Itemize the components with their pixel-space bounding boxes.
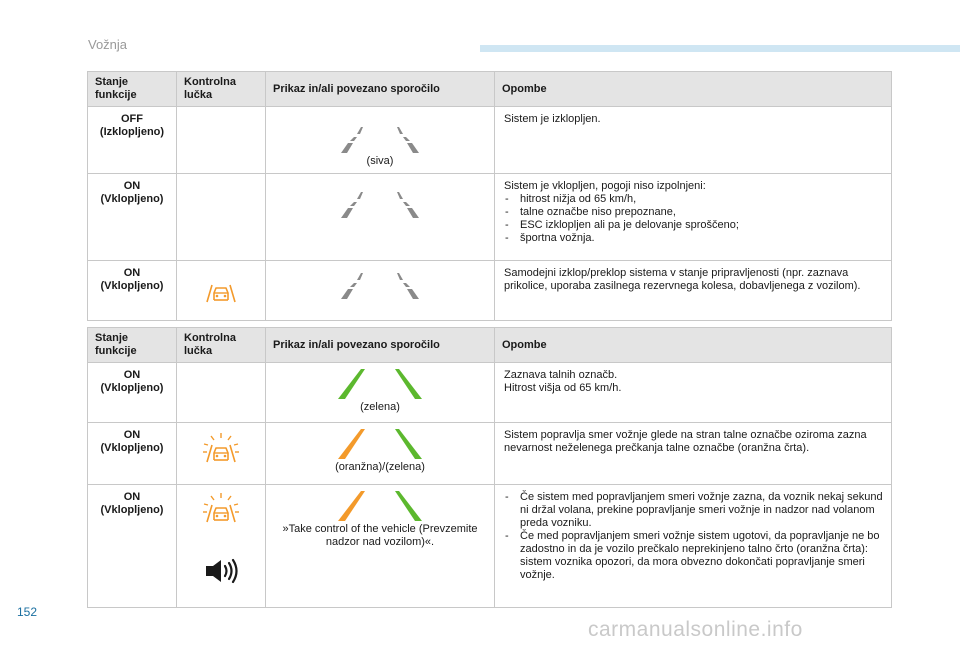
list-item: - športna vožnja. xyxy=(504,232,883,245)
notes-cell xyxy=(495,261,892,321)
list-item: - ESC izklopljen ali pa je delovanje sproščeno; xyxy=(504,219,883,232)
col-header-display: Prikaz in/ali povezano sporočilo xyxy=(266,328,495,363)
state-cell: ON (Vklopljeno) xyxy=(88,174,177,261)
notes-cell xyxy=(495,485,892,608)
display-cell xyxy=(266,107,495,174)
lamp-cell xyxy=(177,261,266,321)
notes-cell xyxy=(495,107,892,174)
note-list xyxy=(504,491,883,582)
state-cell: ON (Vklopljeno) xyxy=(88,485,177,608)
display-cell xyxy=(266,363,495,423)
lamp-cell xyxy=(177,423,266,485)
page-number: 152 xyxy=(17,605,38,619)
lane-lines-orange-green-icon xyxy=(325,427,435,461)
display-caption: (zelena) xyxy=(360,401,400,413)
lane-lines-grey-icon xyxy=(325,261,435,301)
table-header-row xyxy=(88,328,892,363)
table-row xyxy=(88,261,892,321)
display-cell xyxy=(266,261,495,321)
lane-lines-grey-icon xyxy=(325,180,435,220)
lane-keeping-flashing-orange-icon xyxy=(202,491,240,525)
col-header-display: Prikaz in/ali povezano sporočilo xyxy=(266,72,495,107)
list-item: - Če sistem med popravljanjem smeri vožnje zazna, da voznik nekaj sekund ni držal volana, prekine popravljanje smeri vožnje in nadzor nad volanom preda vozniku. xyxy=(504,491,883,530)
notes-cell xyxy=(495,174,892,261)
display-cell xyxy=(266,174,495,261)
table-row xyxy=(88,423,892,485)
display-caption: »Take control of the vehicle (Prevzemite nadzor nad vozilom)«. xyxy=(282,523,478,548)
display-caption: (oranžna)/(zelena) xyxy=(335,461,425,473)
table-row xyxy=(88,363,892,423)
lamp-cell xyxy=(177,485,266,608)
table-row xyxy=(88,107,892,174)
col-header-state: Stanje funkcije xyxy=(88,328,177,363)
list-item: - Če med popravljanjem smeri vožnje sistem ugotovi, da popravljanje ne bo zadostno in da je vozilo prečkalo neprekinjeno talno črto (oranžna črta): sistem voznika opozori, da mora obvezno dokončati popravljanje smeri vožnje. xyxy=(504,530,883,582)
status-table-1 xyxy=(87,71,892,321)
lane-lines-orange-green-icon xyxy=(325,489,435,523)
lane-lines-grey-icon xyxy=(325,115,435,155)
lamp-cell xyxy=(177,363,266,423)
note-text: Hitrost višja od 65 km/h. xyxy=(504,382,622,394)
section-title: Vožnja xyxy=(88,37,128,52)
note-intro: Sistem je vklopljen, pogoji niso izpolnjeni: xyxy=(504,180,706,192)
display-cell xyxy=(266,423,495,485)
note-list xyxy=(504,193,883,245)
col-header-notes: Opombe xyxy=(495,72,892,107)
notes-cell xyxy=(495,363,892,423)
col-header-lamp: Kontrolna lučka xyxy=(177,328,266,363)
note-text: Sistem je izklopljen. xyxy=(504,113,601,125)
notes-cell xyxy=(495,423,892,485)
list-item: - hitrost nižja od 65 km/h, xyxy=(504,193,883,206)
watermark: carmanualsonline.info xyxy=(588,618,803,641)
speaker-icon xyxy=(202,557,240,585)
state-cell: ON (Vklopljeno) xyxy=(88,261,177,321)
display-cell xyxy=(266,485,495,608)
note-text: Zaznava talnih označb. xyxy=(504,369,618,381)
note-text: Samodejni izklop/preklop sistema v stanje pripravljenosti (npr. zaznava prikolice, uporaba zasilnega rezervnega kolesa, dobavljenega z vozilom). xyxy=(504,267,861,292)
header-accent-bar xyxy=(480,45,960,52)
table-row xyxy=(88,174,892,261)
lamp-cell xyxy=(177,107,266,174)
display-caption: (siva) xyxy=(366,155,394,167)
lane-keeping-flashing-orange-icon xyxy=(202,431,240,465)
col-header-notes: Opombe xyxy=(495,328,892,363)
col-header-lamp: Kontrolna lučka xyxy=(177,72,266,107)
state-cell: OFF (Izklopljeno) xyxy=(88,107,177,174)
lane-lines-green-icon xyxy=(325,367,435,401)
table-header-row xyxy=(88,72,892,107)
state-cell: ON (Vklopljeno) xyxy=(88,363,177,423)
table-row xyxy=(88,485,892,608)
list-item: - talne označbe niso prepoznane, xyxy=(504,206,883,219)
lamp-cell xyxy=(177,174,266,261)
col-header-state: Stanje funkcije xyxy=(88,72,177,107)
status-table-2 xyxy=(87,327,892,608)
state-cell: ON (Vklopljeno) xyxy=(88,423,177,485)
lane-keeping-orange-icon xyxy=(202,271,240,305)
note-text: Sistem popravlja smer vožnje glede na stran talne označbe oziroma zazna nevarnost neželenega prečkanja talne označbe (oranžna črta). xyxy=(504,429,867,454)
